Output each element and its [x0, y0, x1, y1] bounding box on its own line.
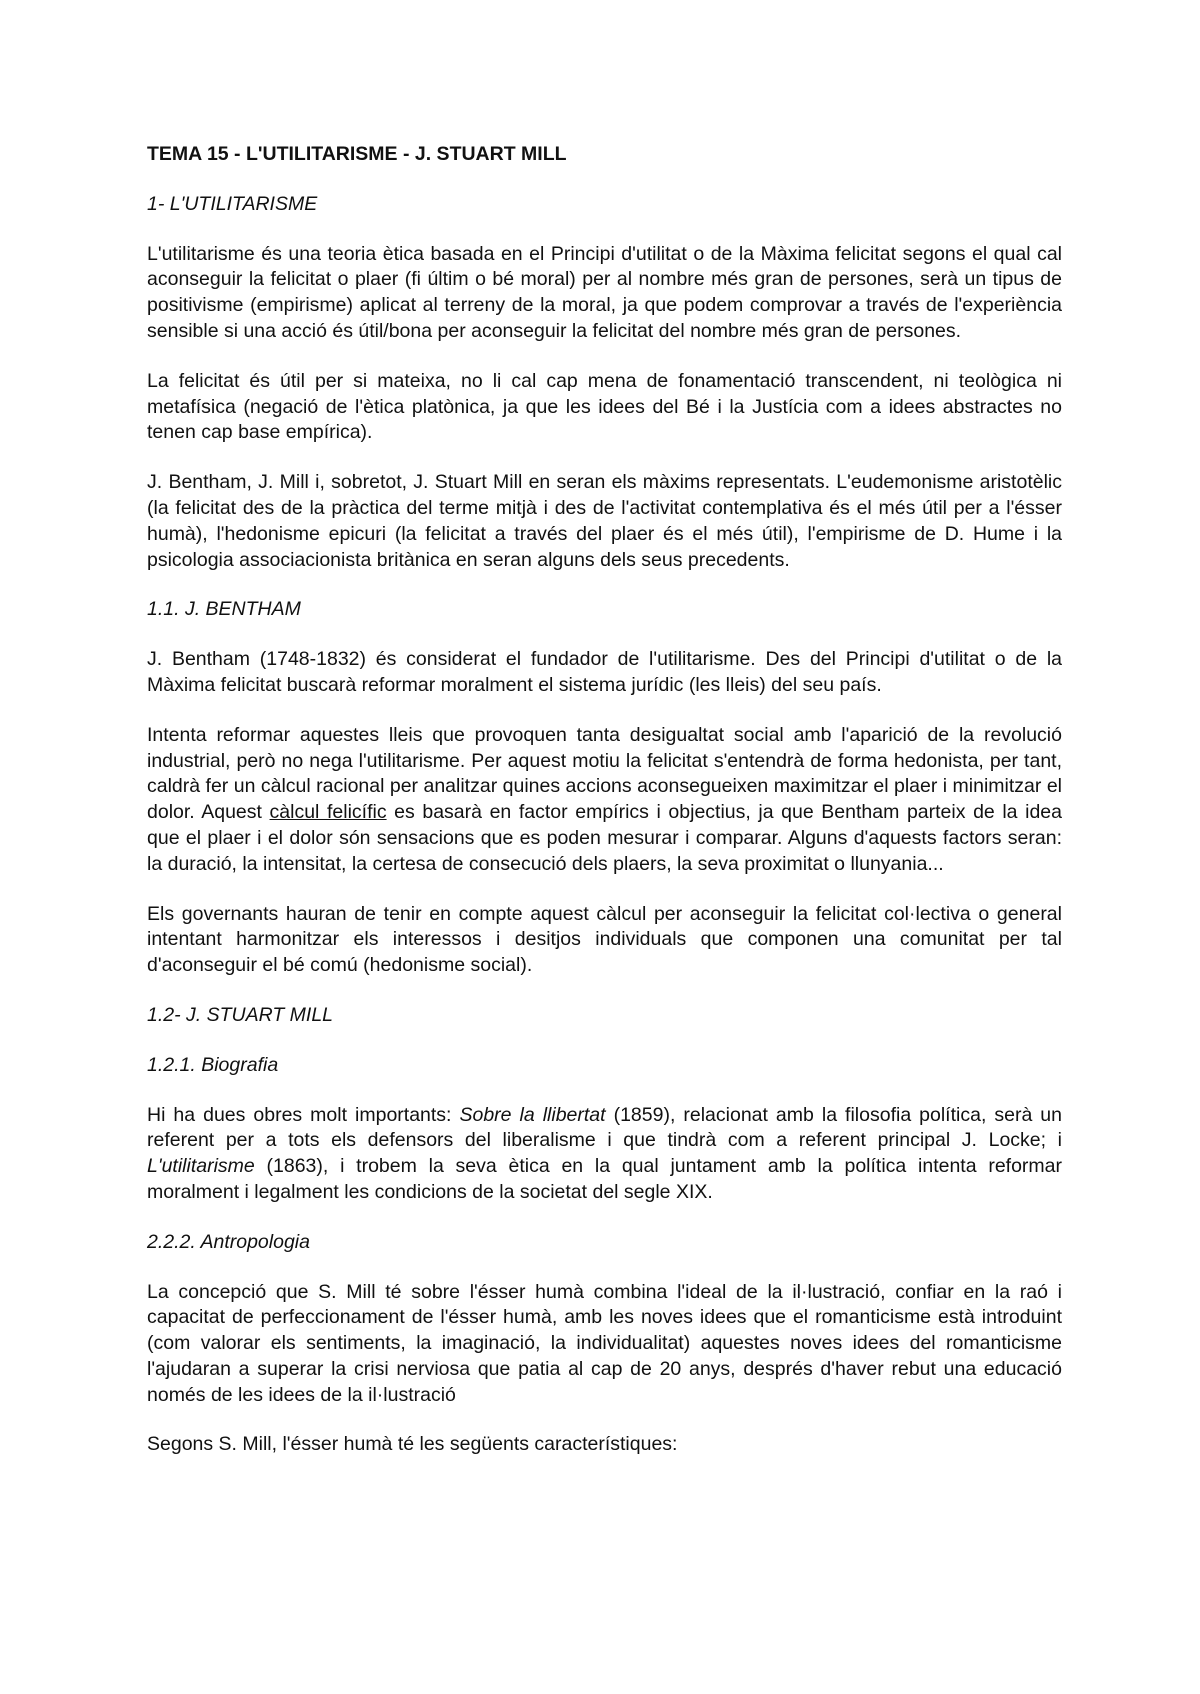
paragraph [147, 1103, 1062, 1206]
section-heading-utilitarisme: 1- L'UTILITARISME [147, 192, 318, 215]
book-title: L'utilitarisme [147, 1155, 255, 1178]
paragraph: La felicitat és útil per si mateixa, no li cal cap mena de fonamentació transcendent, ni teològica ni metafísica (negació de l'ètica platònica, ja que les idees del Bé i la Justícia com a idees abstractes no tenen cap base empírica). [147, 369, 1062, 444]
paragraph: La concepció que S. Mill té sobre l'ésser humà combina l'ideal de la il·lustració, confiar en la raó i capacitat de perfeccionament de l'ésser humà, amb les noves idees que el romanticisme està introduint (com valorar els sentiments, la imaginació, la individualitat) aquestes noves idees del romanticisme l'ajudaran a superar la crisi nerviosa que patia al cap de 20 anys, després d'haver rebut una educació només de les idees de la il·lustració [147, 1280, 1062, 1406]
text-run: Hi ha dues obres molt importants: [147, 1103, 460, 1126]
text-run: Intenta reformar aquestes lleis que provoquen tanta desigualtat social amb l'aparició de la revolució industrial, però no nega l'utilitarisme. Per aquest motiu la felicitat s'entendrà de forma hedonista, per tant, caldrà fer un càlcul racional per analitzar quines accions aconsegueixen maximitzar el plaer i minimitzar el dolor. Aquest [147, 723, 1062, 824]
section-heading-antropologia: 2.2.2. Antropologia [147, 1230, 310, 1253]
section-heading-biografia: 1.2.1. Biografia [147, 1053, 279, 1076]
paragraph: J. Bentham, J. Mill i, sobretot, J. Stuart Mill en seran els màxims representats. L'eudemonisme aristotèlic (la felicitat des de la pràctica del terme mitjà i des de l'activitat contemplativa és el més útil per a l'ésser humà), l'hedonisme epicuri (la felicitat a través del plaer és el més útil), l'empirisme de D. Hume i la psicologia associacionista britànica en seran alguns dels seus precedents. [147, 471, 1062, 571]
paragraph: Els governants hauran de tenir en compte aquest càlcul per aconseguir la felicitat col·lectiva o general intentant harmonitzar els interessos i desitjos individuals que componen una comunitat per tal d'aconseguir el bé comú (hedonisme social). [147, 902, 1062, 977]
document-page [147, 142, 1062, 1482]
text-run: (1863), i trobem la seva ètica en la qual juntament amb la política intenta reformar moralment i legalment les condicions de la societat del segle XIX. [147, 1155, 1062, 1203]
section-heading-bentham: 1.1. J. BENTHAM [147, 598, 301, 621]
paragraph: J. Bentham (1748-1832) és considerat el fundador de l'utilitarisme. Des del Principi d'utilitat o de la Màxima felicitat buscarà reformar moralment el sistema jurídic (les lleis) del seu país. [147, 648, 1062, 696]
book-title: Sobre la llibertat [459, 1103, 606, 1126]
paragraph: Segons S. Mill, l'ésser humà té les següents característiques: [147, 1433, 678, 1456]
document-title: TEMA 15 - L'UTILITARISME - J. STUART MILL [147, 143, 567, 165]
underlined-term: càlcul felicífic [269, 801, 387, 824]
section-heading-stuart-mill: 1.2- J. STUART MILL [147, 1003, 334, 1026]
paragraph [147, 723, 1062, 878]
paragraph: L'utilitarisme és una teoria ètica basada en el Principi d'utilitat o de la Màxima felicitat segons el qual cal aconseguir la felicitat o plaer (fi últim o bé moral) per al nombre més gran de persones, serà un tipus de positivisme (empirisme) aplicat al terreny de la moral, ja que podem comprovar a través de l'experiència sensible si una acció és útil/bona per aconseguir la felicitat del nombre més gran de persones. [147, 242, 1062, 342]
text-run: (1859), relacionat amb la filosofia política, serà un referent per a tots els defensors del liberalisme i que tindrà com a referent principal J. Locke; i [147, 1103, 1062, 1152]
text-run: es basarà en factor empírics i objectius, ja que Bentham parteix de la idea que el plaer i el dolor són sensacions que es poden mesurar i comparar. Alguns d'aquests factors seran: la duració, la intensitat, la certesa de consecució dels plaers, la seva proximitat o llunyania... [147, 801, 1062, 875]
